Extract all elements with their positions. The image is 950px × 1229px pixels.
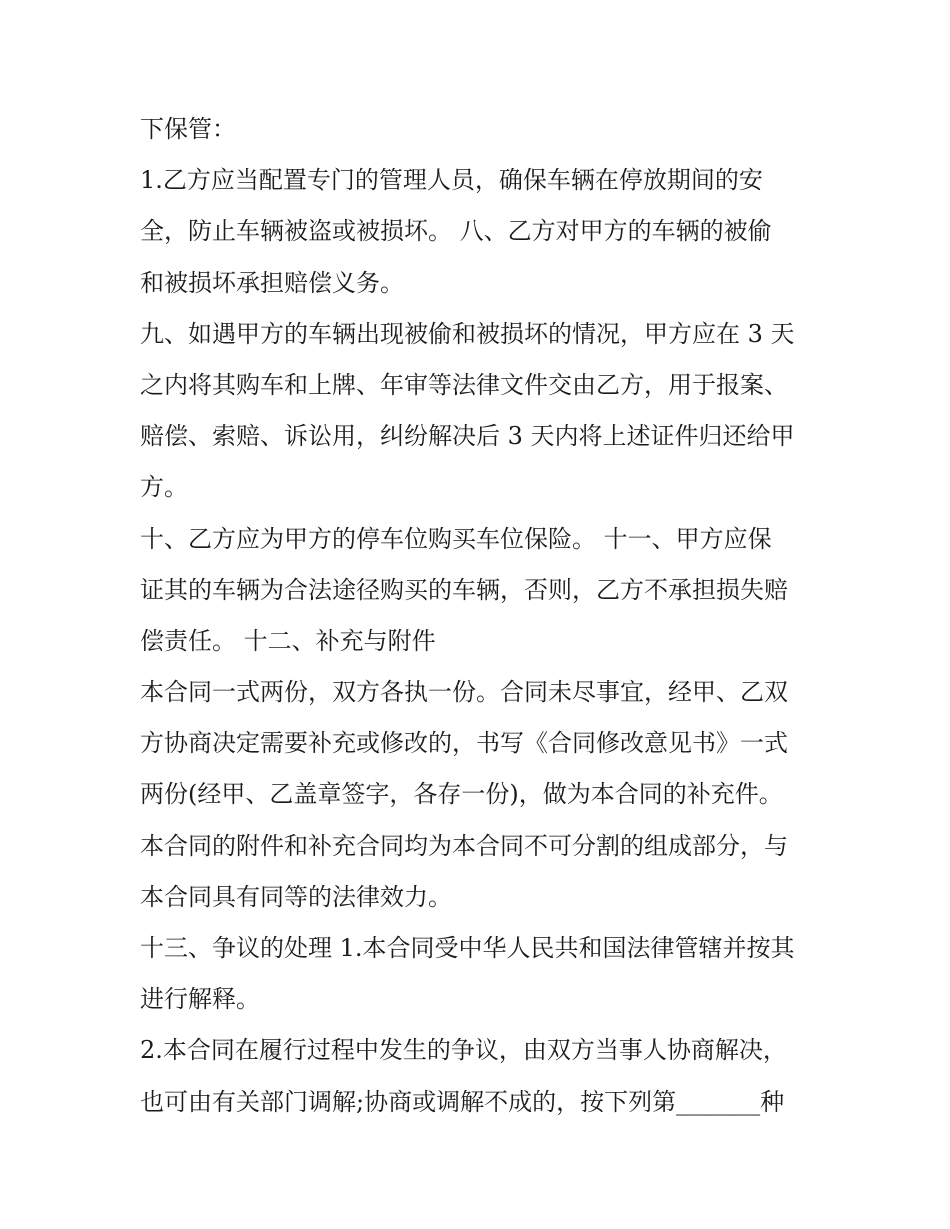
text-line: 证其的车辆为合法途径购买的车辆，否则，乙方不承担损失赔 <box>140 575 788 604</box>
text-line: 本合同一式两份，双方各执一份。合同未尽事宜，经甲、乙双 <box>140 678 788 707</box>
text-line: 赔偿、索赔、诉讼用，纠纷解决后 3 天内将上述证件归还给甲 <box>140 422 795 451</box>
text-line: 偿责任。 十二、补充与附件 <box>140 626 436 655</box>
text-line: 2.本合同在履行过程中发生的争议，由双方当事人协商解决， <box>140 1036 787 1065</box>
text-line: 十三、争议的处理 1.本合同受中华人民共和国法律管辖并按其 <box>140 934 795 962</box>
text-line: 进行解释。 <box>140 985 260 1014</box>
text-line: 全，防止车辆被盗或被损坏。 八、乙方对甲方的车辆的被偷 <box>140 217 772 246</box>
text-line: 也可由有关部门调解;协商或调解不成的，按下列第_______种 <box>140 1087 785 1116</box>
text-line: 方。 <box>140 473 188 502</box>
text-line: 本合同的附件和补充合同均为本合同不可分割的组成部分，与 <box>140 831 788 860</box>
text-line: 方协商决定需要补充或修改的，书写《合同修改意见书》一式 <box>140 729 788 758</box>
text-line: 十、乙方应为甲方的停车位购买车位保险。 十一、甲方应保 <box>140 524 772 553</box>
text-line: 之内将其购车和上牌、年审等法律文件交由乙方，用于报案、 <box>140 370 788 399</box>
text-line: 两份(经甲、乙盖章签字，各存一份)，做为本合同的补充件。 <box>140 780 783 809</box>
text-line: 和被损坏承担赔偿义务。 <box>140 268 404 297</box>
document-body <box>140 104 830 1128</box>
text-line: 下保管： <box>140 115 236 143</box>
text-line: 九、如遇甲方的车辆出现被偷和被损坏的情况，甲方应在 3 天 <box>140 319 795 348</box>
text-line: 本合同具有同等的法律效力。 <box>140 882 452 911</box>
text-line: 1.乙方应当配置专门的管理人员，确保车辆在停放期间的安 <box>140 166 763 195</box>
